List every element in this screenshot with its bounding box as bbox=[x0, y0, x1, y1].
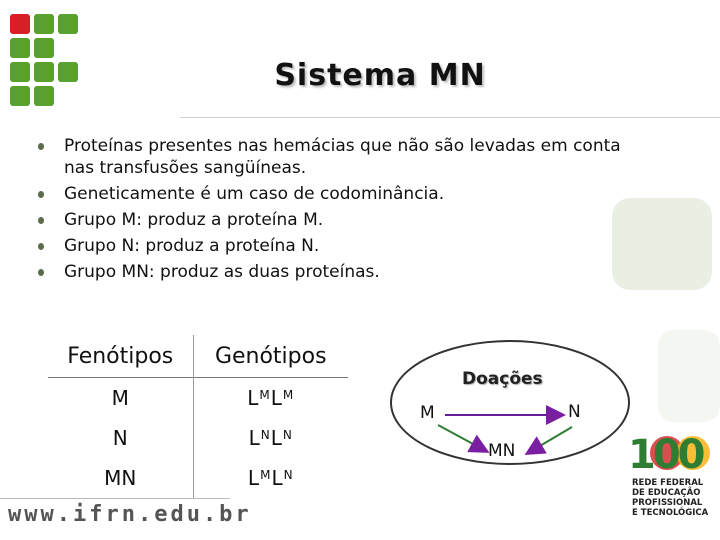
slide-title: Sistema MN bbox=[274, 58, 486, 93]
table-row bbox=[48, 458, 348, 498]
footer-url: www.ifrn.edu.br bbox=[8, 502, 252, 527]
decorative-shape bbox=[658, 330, 720, 422]
logo-square bbox=[34, 38, 54, 58]
genotype-cell bbox=[193, 378, 348, 419]
allele-superscript: N bbox=[282, 428, 293, 442]
donation-diagram bbox=[390, 335, 640, 475]
table-header-row bbox=[48, 335, 348, 378]
allele-superscript: M bbox=[282, 388, 295, 402]
allele-letter: L bbox=[270, 426, 283, 450]
allele-superscript: M bbox=[260, 468, 272, 482]
logo-square bbox=[34, 14, 54, 34]
bullet-item: Proteínas presentes nas hemácias que não são levadas em conta nas transfusões sangüíneas. bbox=[34, 135, 634, 179]
logo-number: 100 bbox=[628, 432, 703, 478]
footer-divider bbox=[0, 498, 230, 499]
genotype-table bbox=[48, 335, 348, 498]
diagram-node-n: N bbox=[568, 402, 581, 422]
phenotype-cell: MN bbox=[48, 458, 193, 498]
logo-caption-line: DE EDUCAÇÃO bbox=[632, 488, 701, 498]
arrow-n-to-mn bbox=[528, 427, 572, 453]
allele-superscript: N bbox=[260, 428, 271, 442]
diagram-node-mn: MN bbox=[488, 441, 516, 461]
allele-superscript: M bbox=[259, 388, 271, 402]
logo-caption-line: PROFISSIONAL bbox=[632, 498, 703, 508]
table-row bbox=[48, 378, 348, 419]
bullet-item: Grupo MN: produz as duas proteínas. bbox=[34, 261, 634, 283]
rede-federal-logo bbox=[620, 430, 716, 536]
allele-letter: L bbox=[248, 426, 261, 450]
phenotype-cell: N bbox=[48, 418, 193, 458]
column-header-phenotypes: Fenótipos bbox=[48, 335, 193, 378]
allele-letter: L bbox=[247, 466, 261, 490]
logo-caption-line: E TECNOLÓGICA bbox=[632, 508, 709, 518]
phenotype-cell: M bbox=[48, 378, 193, 419]
allele-superscript: N bbox=[283, 468, 294, 482]
allele-letter: L bbox=[247, 386, 260, 410]
logo-square bbox=[10, 38, 30, 58]
title-divider bbox=[180, 117, 720, 118]
logo-caption-line: REDE FEDERAL bbox=[632, 478, 704, 488]
bullet-item: Geneticamente é um caso de codominância. bbox=[34, 183, 634, 205]
bullet-item: Grupo N: produz a proteína N. bbox=[34, 235, 634, 257]
logo-caption bbox=[632, 478, 708, 518]
logo-square bbox=[58, 14, 78, 34]
allele-letter: L bbox=[270, 386, 283, 410]
genotype-cell bbox=[193, 458, 348, 498]
genotype-cell bbox=[193, 418, 348, 458]
diagram-title: Doações bbox=[462, 369, 543, 389]
allele-letter: L bbox=[271, 466, 284, 490]
bullet-item: Grupo M: produz a proteína M. bbox=[34, 209, 634, 231]
column-header-genotypes: Genótipos bbox=[214, 343, 327, 369]
diagram-node-m: M bbox=[420, 403, 435, 423]
arrow-m-to-mn bbox=[438, 425, 486, 451]
logo-square-red bbox=[10, 14, 30, 34]
table-row bbox=[48, 418, 348, 458]
bullet-list bbox=[34, 135, 634, 287]
